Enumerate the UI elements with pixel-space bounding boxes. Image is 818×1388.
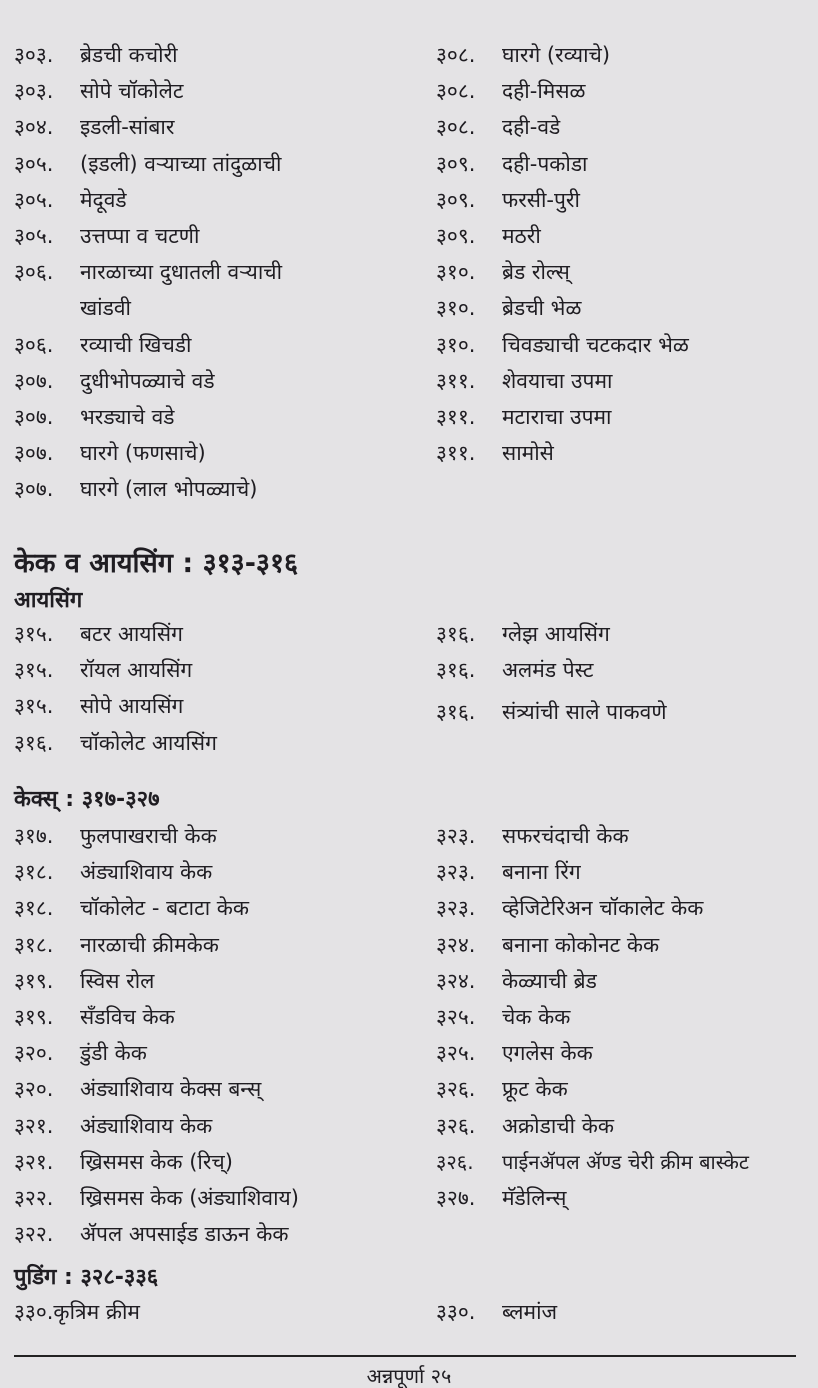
item-name: चॉकोलेट आयसिंग	[80, 730, 217, 755]
list-item	[14, 254, 414, 290]
item-name: ब्रेड रोल्स्	[502, 260, 570, 285]
list-item	[14, 73, 414, 109]
item-number: ३२५.	[436, 1005, 476, 1030]
icing-right-column	[436, 616, 814, 731]
list-item	[14, 363, 414, 399]
list-item	[14, 616, 414, 652]
item-name: मटाराचा उपमा	[502, 405, 612, 430]
item-number: ३२०.	[14, 1077, 54, 1102]
item-number: ३०९.	[436, 224, 476, 249]
item-name: नारळाच्या दुधातली वऱ्याची	[80, 260, 283, 285]
list-item	[14, 1035, 414, 1071]
item-name: सोपे चॉकोलेट	[80, 79, 184, 104]
item-number: ३०७.	[14, 441, 54, 466]
list-item	[14, 854, 414, 890]
item-name: (इडली) वऱ्याच्या तांदुळाची	[80, 151, 282, 176]
icing-heading: आयसिंग	[14, 588, 83, 613]
list-item	[436, 37, 814, 73]
item-name: अलमंड पेस्ट	[502, 658, 594, 683]
item-number: ३१८.	[14, 932, 54, 957]
list-item	[436, 290, 814, 326]
list-item	[14, 890, 414, 926]
item-name: अक्रोडाची केक	[502, 1113, 614, 1138]
item-name: अंड्याशिवाय केक	[80, 1113, 213, 1138]
item-name: बनाना रिंग	[502, 860, 581, 885]
item-number: ३१०.	[436, 260, 476, 285]
item-name: मठरी	[502, 224, 541, 249]
list-item	[436, 435, 814, 471]
list-item	[14, 652, 414, 688]
item-number: ३१८.	[14, 860, 54, 885]
item-number: ३०३.	[14, 79, 54, 104]
item-number: ३२१.	[14, 1149, 54, 1174]
list-item	[436, 109, 814, 145]
list-item	[14, 1216, 414, 1252]
list-item	[436, 890, 814, 926]
item-number: ३२४.	[436, 932, 476, 957]
item-number: ३२५.	[436, 1041, 476, 1066]
item-number: ३०६.	[14, 332, 54, 357]
pudding-right-column	[436, 1294, 814, 1330]
list-item	[14, 218, 414, 254]
footer-divider	[14, 1355, 796, 1357]
cakes-right-column	[436, 818, 814, 1216]
item-name: घारगे (रव्याचे)	[502, 43, 611, 67]
list-item	[436, 1035, 814, 1071]
list-item	[436, 854, 814, 890]
item-name: दही-वडे	[502, 115, 561, 140]
item-name-continuation: खांडवी	[80, 296, 131, 321]
item-name: पाईनॲपल ॲण्ड चेरी क्रीम बास्केट	[502, 1149, 749, 1174]
list-item	[436, 999, 814, 1035]
item-name: अंड्याशिवाय केक	[80, 860, 213, 885]
item-name: चॉकोलेट - बटाटा केक	[80, 896, 250, 921]
list-item	[436, 694, 814, 730]
item-number: ३२३.	[436, 896, 476, 921]
item-name: मॅडेलिन्स्	[502, 1186, 567, 1211]
list-item	[436, 927, 814, 963]
item-number: ३०८.	[436, 43, 476, 67]
item-name: चिवड्याची चटकदार भेळ	[502, 332, 689, 357]
item-number: ३१५.	[14, 622, 54, 646]
item-name: सँडविच केक	[80, 1005, 175, 1030]
item-name: ब्रेडची भेळ	[502, 296, 582, 321]
item-number: ३०५.	[14, 151, 54, 176]
item-name: ग्लेझ आयसिंग	[502, 622, 610, 646]
item-number: ३०८.	[436, 115, 476, 140]
cakes-heading: केक्स् : ३१७-३२७	[14, 787, 160, 812]
list-item	[14, 688, 414, 724]
item-number: ३०५.	[14, 224, 54, 249]
item-number: ३११.	[436, 368, 476, 393]
list-item	[436, 73, 814, 109]
item-number: ३२६.	[436, 1113, 476, 1138]
item-number: ३२३.	[436, 824, 476, 848]
item-number: ३२४.	[436, 968, 476, 993]
item-number: ३२६.	[436, 1149, 474, 1174]
list-item	[14, 471, 414, 507]
item-number: ३२२.	[14, 1222, 54, 1247]
list-item: ३३०.कृत्रिम क्रीम	[14, 1300, 140, 1324]
item-name: बनाना कोकोनट केक	[502, 932, 660, 957]
item-name: भरड्याचे वडे	[80, 405, 175, 430]
icing-left-column	[14, 616, 414, 761]
item-name: रॉयल आयसिंग	[80, 658, 193, 683]
list-item	[14, 999, 414, 1035]
list-item	[14, 1180, 414, 1216]
item-name: दही-पकोडा	[502, 151, 588, 176]
item-name: चेक केक	[502, 1005, 571, 1030]
item-name: संत्र्यांची साले पाकवणे	[502, 700, 667, 725]
list-item	[14, 1144, 414, 1180]
item-name: ॲपल अपसाईड डाऊन केक	[80, 1222, 289, 1247]
item-name: शेवयाचा उपमा	[502, 368, 613, 393]
item-number: ३०९.	[436, 187, 476, 212]
list-item	[436, 1071, 814, 1107]
item-name: ख्रिसमस केक (रिच्)	[80, 1149, 233, 1174]
list-item	[436, 146, 814, 182]
list-item	[14, 725, 414, 761]
page-footer: अन्नपूर्णा २५	[366, 1364, 452, 1388]
item-name: अंड्याशिवाय केक्स बन्स्	[80, 1077, 262, 1102]
block1-right-column	[436, 37, 814, 471]
item-name: रव्याची खिचडी	[80, 332, 192, 357]
item-name: सोपे आयसिंग	[80, 694, 184, 719]
list-item	[436, 963, 814, 999]
item-number: ३१९.	[14, 968, 54, 993]
item-name: घारगे (फणसाचे)	[80, 441, 206, 466]
list-item	[436, 327, 814, 363]
item-name: सामोसे	[502, 441, 554, 466]
item-number: ३११.	[436, 441, 476, 466]
list-item	[14, 927, 414, 963]
list-item	[14, 182, 414, 218]
item-number: ३२०.	[14, 1041, 54, 1066]
list-item	[436, 1144, 814, 1180]
item-name: स्विस रोल	[80, 968, 155, 993]
item-number: ३१६.	[436, 658, 476, 683]
item-number: ३०३.	[14, 43, 54, 67]
item-name: उत्तप्पा व चटणी	[80, 224, 200, 249]
list-item	[436, 182, 814, 218]
list-item	[436, 363, 814, 399]
item-number: ३०७.	[14, 368, 54, 393]
item-name: फरसी-पुरी	[502, 187, 580, 212]
item-number: ३१७.	[14, 824, 54, 848]
list-item	[436, 818, 814, 854]
item-name: केळ्याची ब्रेड	[502, 968, 597, 993]
item-number: ३१०.	[436, 296, 476, 321]
item-number: ३०९.	[436, 151, 476, 176]
list-item	[14, 327, 414, 363]
list-item	[436, 1294, 814, 1330]
list-item	[436, 399, 814, 435]
list-item	[436, 1108, 814, 1144]
item-name: मेदूवडे	[80, 187, 127, 212]
item-name: सफरचंदाची केक	[502, 824, 629, 848]
item-name: नारळाची क्रीमकेक	[80, 932, 219, 957]
list-item	[14, 1108, 414, 1144]
item-number: ३२१.	[14, 1113, 54, 1138]
item-number: ३३०.	[436, 1300, 476, 1324]
cakes-left-column	[14, 818, 414, 1252]
list-item	[14, 109, 414, 145]
list-item	[436, 616, 814, 652]
item-number: ३१५.	[14, 658, 54, 683]
item-name: डुंडी केक	[80, 1041, 147, 1066]
item-number: ३२२.	[14, 1186, 54, 1211]
item-number: ३०५.	[14, 187, 54, 212]
list-item	[14, 399, 414, 435]
list-item	[14, 963, 414, 999]
item-name: ब्रेडची कचोरी	[80, 43, 178, 67]
item-name: ख्रिसमस केक (अंड्याशिवाय)	[80, 1186, 299, 1211]
item-name: बटर आयसिंग	[80, 622, 183, 646]
item-name: फ्रूट केक	[502, 1077, 568, 1102]
list-item	[14, 818, 414, 854]
list-item	[14, 37, 414, 73]
item-name: इडली-सांबार	[80, 115, 175, 140]
list-item	[436, 218, 814, 254]
item-number: ३०४.	[14, 115, 54, 140]
item-number: ३२७.	[436, 1186, 476, 1211]
item-number: ३१९.	[14, 1005, 54, 1030]
item-name: व्हेजिटेरिअन चॉकालेट केक	[502, 896, 704, 921]
pudding-heading: पुडिंग : ३२८-३३६	[14, 1265, 159, 1290]
item-name: घारगे (लाल भोपळ्याचे)	[80, 477, 258, 502]
item-number: ३०७.	[14, 405, 54, 430]
item-name: ब्लमांज	[502, 1300, 558, 1324]
list-item	[14, 435, 414, 471]
item-number: ३१६.	[14, 730, 54, 755]
item-number: ३१६.	[436, 622, 476, 646]
block1-left-column	[14, 37, 414, 508]
pudding-left-column	[14, 1294, 414, 1330]
item-number: ३२६.	[436, 1077, 476, 1102]
section-title: केक व आयसिंग : ३१३-३१६	[14, 548, 299, 579]
item-number: ३०६.	[14, 260, 54, 285]
item-number: ३०८.	[436, 79, 476, 104]
item-number: ३१०.	[436, 332, 476, 357]
item-number: ३११.	[436, 405, 476, 430]
item-number: ३०७.	[14, 477, 54, 502]
item-number: ३१८.	[14, 896, 54, 921]
item-name: एगलेस केक	[502, 1041, 593, 1066]
list-item	[436, 254, 814, 290]
item-name: दही-मिसळ	[502, 79, 586, 104]
list-item	[436, 1180, 814, 1216]
item-number: ३१५.	[14, 694, 54, 719]
item-name: दुधीभोपळ्याचे वडे	[80, 368, 215, 393]
item-number: ३१६.	[436, 700, 476, 725]
list-item	[14, 1071, 414, 1107]
item-name: फुलपाखराची केक	[80, 824, 217, 848]
list-item	[436, 652, 814, 688]
item-number: ३२३.	[436, 860, 476, 885]
list-item	[14, 146, 414, 182]
